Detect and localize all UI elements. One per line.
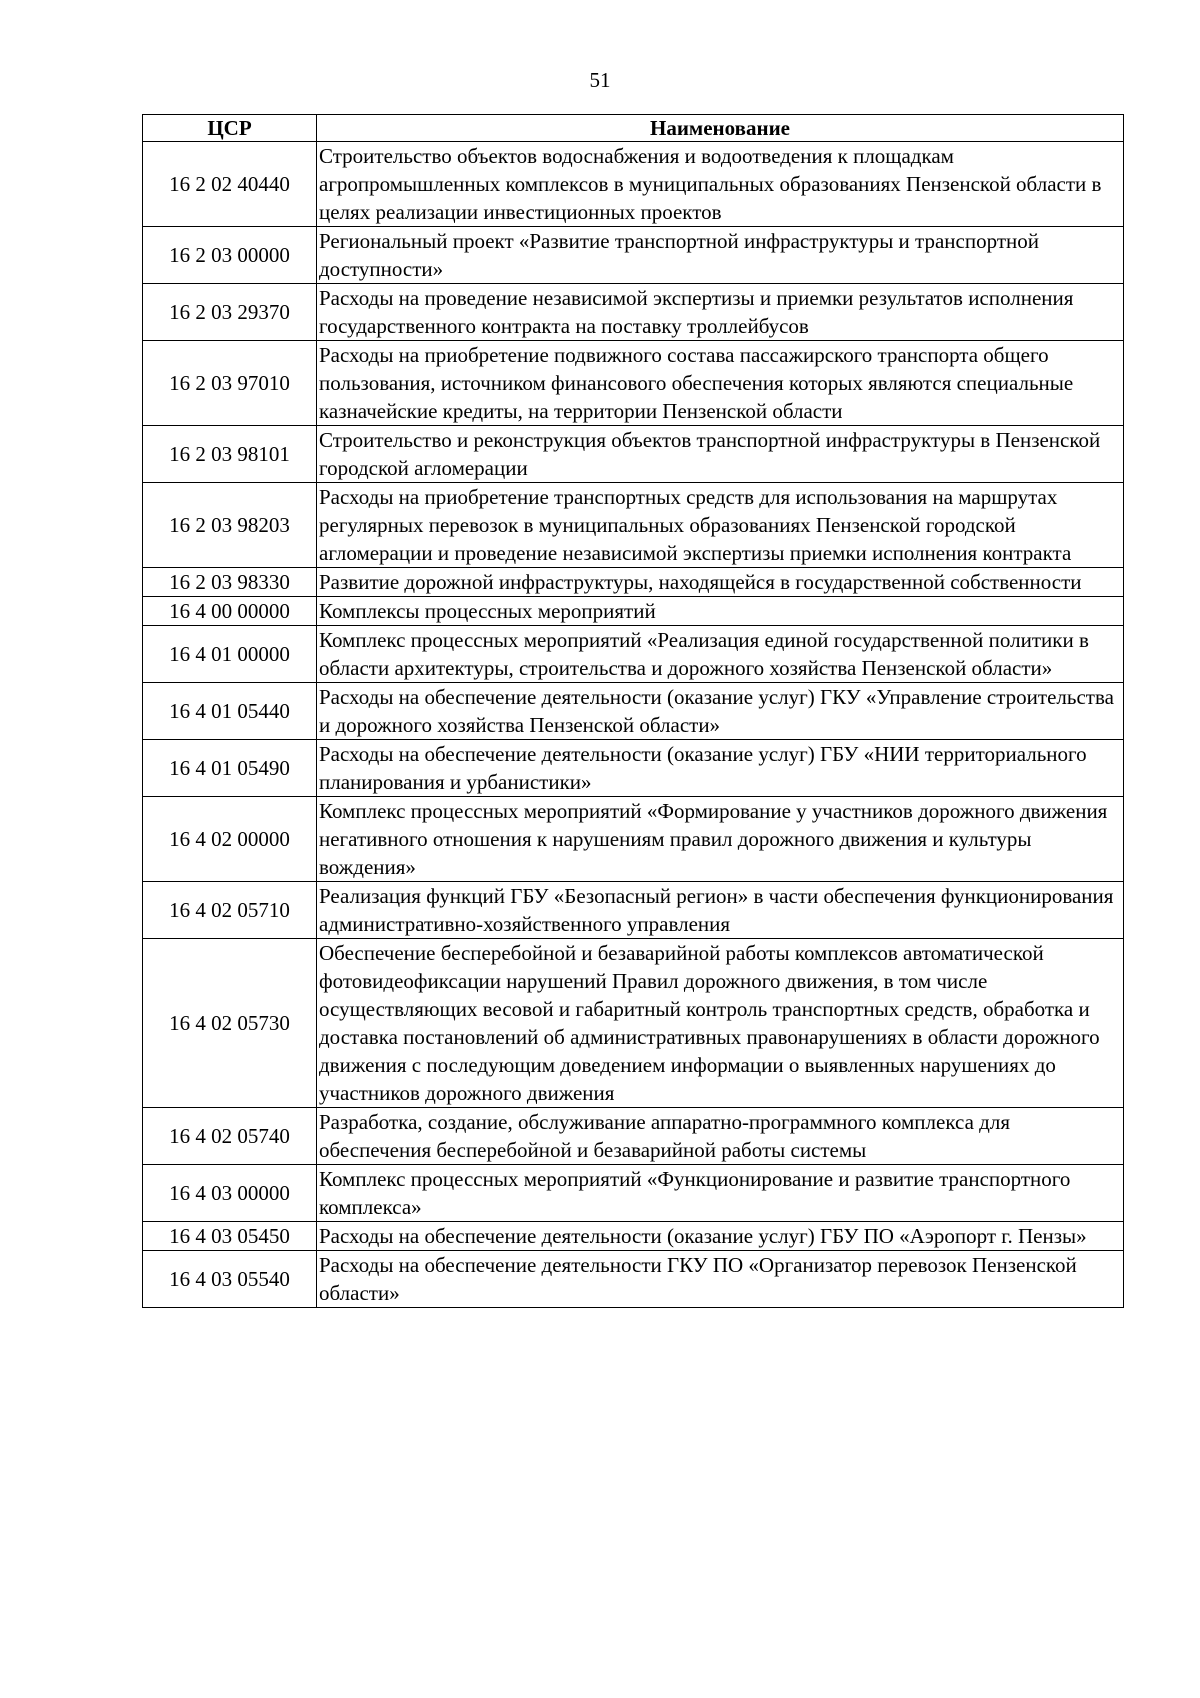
name-cell: Комплекс процессных мероприятий «Реализация единой государственной политики в области архитектуры, строительства и дорожного хозяйства Пензенской области» (317, 626, 1124, 683)
table-row (143, 939, 1124, 1108)
csr-table (142, 114, 1124, 1308)
code-cell: 16 2 03 98203 (143, 483, 317, 568)
name-cell: Строительство объектов водоснабжения и водоотведения к площадкам агропромышленных комплексов в муниципальных образованиях Пензенской области в целях реализации инвестиционных проектов (317, 142, 1124, 227)
page-number: 51 (589, 68, 611, 92)
code-cell: 16 4 01 05440 (143, 683, 317, 740)
name-cell: Расходы на обеспечение деятельности (оказание услуг) ГБУ «НИИ территориального планирования и урбанистики» (317, 740, 1124, 797)
code-cell: 16 4 03 05450 (143, 1222, 317, 1251)
table-row (143, 483, 1124, 568)
code-cell: 16 4 02 00000 (143, 797, 317, 882)
table-row (143, 1222, 1124, 1251)
name-cell: Комплекс процессных мероприятий «Формирование у участников дорожного движения негативного отношения к нарушениям правил дорожного движения и культуры вождения» (317, 797, 1124, 882)
name-cell: Региональный проект «Развитие транспортной инфраструктуры и транспортной доступности» (317, 227, 1124, 284)
code-cell: 16 4 01 05490 (143, 740, 317, 797)
table-row (143, 1165, 1124, 1222)
table-row (143, 683, 1124, 740)
code-cell: 16 2 03 98101 (143, 426, 317, 483)
table-row (143, 142, 1124, 227)
column-header-name: Наименование (317, 115, 1124, 142)
table-row (143, 568, 1124, 597)
table-row (143, 227, 1124, 284)
name-cell: Обеспечение бесперебойной и безаварийной работы комплексов автоматической фотовидеофиксации нарушений Правил дорожного движения, в том числе осуществляющих весовой и габаритный контроль транспортных средств, обработка и доставка постановлений об административных правонарушениях в области дорожного движения с последующим доведением информации о выявленных нарушениях до участников дорожного движения (317, 939, 1124, 1108)
name-cell: Расходы на приобретение транспортных средств для использования на маршрутах регулярных перевозок в муниципальных образованиях Пензенской городской агломерации и проведение независимой экспертизы приемки исполнения контракта (317, 483, 1124, 568)
name-cell: Разработка, создание, обслуживание аппаратно-программного комплекса для обеспечения бесперебойной и безаварийной работы системы (317, 1108, 1124, 1165)
code-cell: 16 4 01 00000 (143, 626, 317, 683)
code-cell: 16 4 03 05540 (143, 1251, 317, 1308)
code-cell: 16 2 03 29370 (143, 284, 317, 341)
table-row (143, 1108, 1124, 1165)
code-cell: 16 4 02 05710 (143, 882, 317, 939)
name-cell: Реализация функций ГБУ «Безопасный регион» в части обеспечения функционирования административно-хозяйственного управления (317, 882, 1124, 939)
name-cell: Расходы на приобретение подвижного состава пассажирского транспорта общего пользования, источником финансового обеспечения которых являются специальные казначейские кредиты, на территории Пензенской области (317, 341, 1124, 426)
table-row (143, 426, 1124, 483)
table-header-row (143, 115, 1124, 142)
code-cell: 16 2 03 00000 (143, 227, 317, 284)
column-header-code: ЦСР (143, 115, 317, 142)
name-cell: Комплексы процессных мероприятий (317, 597, 1124, 626)
code-cell: 16 2 02 40440 (143, 142, 317, 227)
table-row (143, 626, 1124, 683)
name-cell: Комплекс процессных мероприятий «Функционирование и развитие транспортного комплекса» (317, 1165, 1124, 1222)
name-cell: Строительство и реконструкция объектов транспортной инфраструктуры в Пензенской городской агломерации (317, 426, 1124, 483)
code-cell: 16 2 03 98330 (143, 568, 317, 597)
name-cell: Расходы на обеспечение деятельности (оказание услуг) ГБУ ПО «Аэропорт г. Пензы» (317, 1222, 1124, 1251)
name-cell: Расходы на проведение независимой экспертизы и приемки результатов исполнения государственного контракта на поставку троллейбусов (317, 284, 1124, 341)
table-row (143, 597, 1124, 626)
table-row (143, 1251, 1124, 1308)
code-cell: 16 4 02 05730 (143, 939, 317, 1108)
table-row (143, 797, 1124, 882)
name-cell: Расходы на обеспечение деятельности (оказание услуг) ГКУ «Управление строительства и дорожного хозяйства Пензенской области» (317, 683, 1124, 740)
code-cell: 16 4 00 00000 (143, 597, 317, 626)
table-row (143, 341, 1124, 426)
table-row (143, 284, 1124, 341)
code-cell: 16 4 03 00000 (143, 1165, 317, 1222)
table-row (143, 882, 1124, 939)
table-row (143, 740, 1124, 797)
code-cell: 16 2 03 97010 (143, 341, 317, 426)
name-cell: Расходы на обеспечение деятельности ГКУ ПО «Организатор перевозок Пензенской области» (317, 1251, 1124, 1308)
name-cell: Развитие дорожной инфраструктуры, находящейся в государственной собственности (317, 568, 1124, 597)
code-cell: 16 4 02 05740 (143, 1108, 317, 1165)
